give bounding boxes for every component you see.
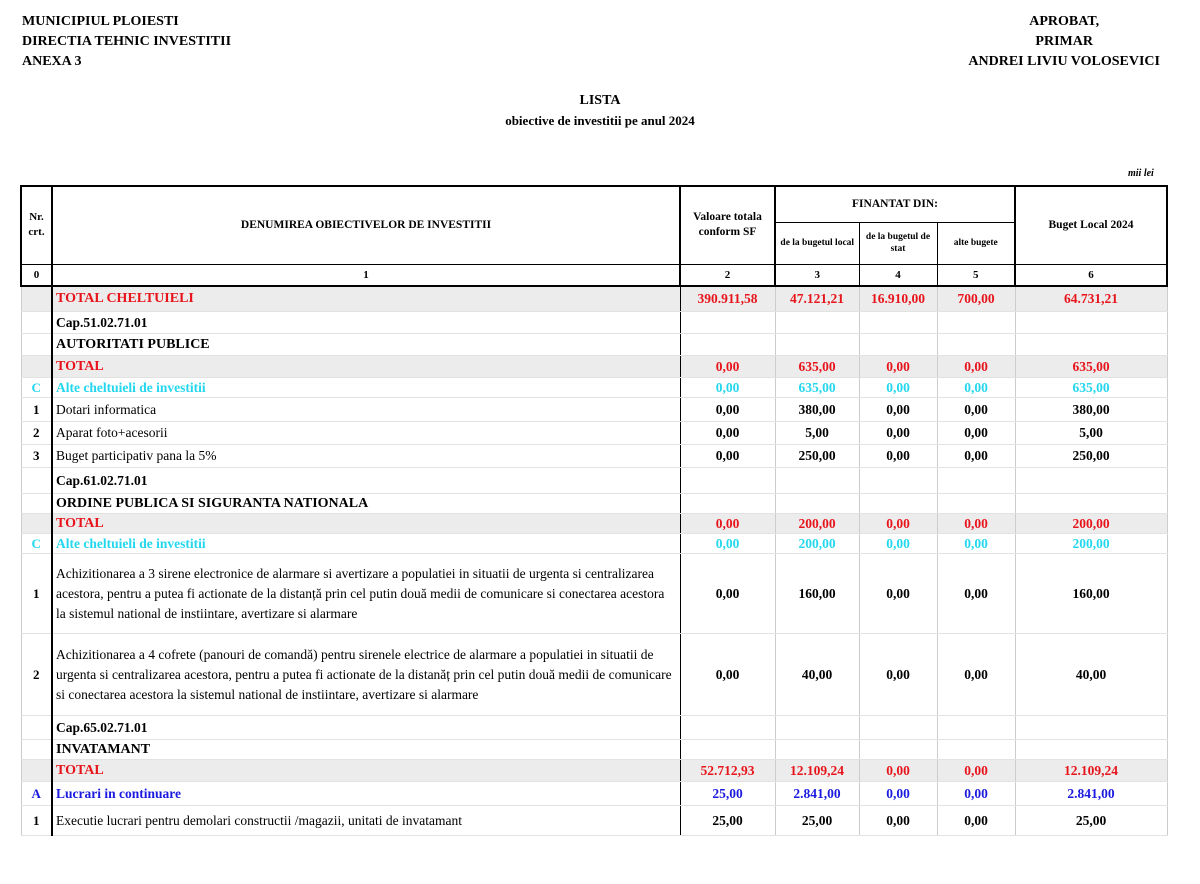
row-valoare: 390.911,58 bbox=[680, 286, 775, 312]
row-description: Achizitionarea a 3 sirene electronice de alarmare si avertizare a populatiei in situatii de urgenta si centralizarea acestora, pentru a putea fi actionate de la distanță prin cel putin două medii de comunicare si conectarea acestora la sistemul national de instiintare, avertizare si alarmare bbox=[52, 554, 680, 634]
index-cell: 0 bbox=[21, 264, 52, 286]
row-nr: A bbox=[21, 782, 52, 806]
row-description: TOTAL bbox=[52, 514, 680, 534]
row-buget-stat: 0,00 bbox=[859, 554, 937, 634]
row-buget-local: 47.121,21 bbox=[775, 286, 859, 312]
row-nr bbox=[21, 716, 52, 740]
row-buget-stat: 0,00 bbox=[859, 378, 937, 398]
row-buget-stat: 16.910,00 bbox=[859, 286, 937, 312]
row-alte-bugete: 0,00 bbox=[937, 445, 1015, 468]
row-alte-bugete: 0,00 bbox=[937, 634, 1015, 716]
row-buget-local-2024 bbox=[1015, 312, 1167, 334]
header-nr: Nr. crt. bbox=[21, 186, 52, 264]
header-alte-bugete: alte bugete bbox=[937, 222, 1015, 264]
row-valoare: 0,00 bbox=[680, 445, 775, 468]
row-description: TOTAL bbox=[52, 760, 680, 782]
row-description: Alte cheltuieli de investitii bbox=[52, 378, 680, 398]
row-alte-bugete: 0,00 bbox=[937, 782, 1015, 806]
table-row bbox=[21, 312, 1167, 334]
row-buget-local bbox=[775, 334, 859, 356]
header-bugetul-stat: de la bugetul de stat bbox=[859, 222, 937, 264]
row-buget-local: 250,00 bbox=[775, 445, 859, 468]
row-valoare bbox=[680, 334, 775, 356]
row-alte-bugete bbox=[937, 312, 1015, 334]
row-description: Alte cheltuieli de investitii bbox=[52, 534, 680, 554]
row-description: Cap.65.02.71.01 bbox=[52, 716, 680, 740]
row-buget-local: 40,00 bbox=[775, 634, 859, 716]
row-alte-bugete bbox=[937, 740, 1015, 760]
row-buget-local-2024: 160,00 bbox=[1015, 554, 1167, 634]
row-description: Buget participativ pana la 5% bbox=[52, 445, 680, 468]
row-buget-stat: 0,00 bbox=[859, 782, 937, 806]
row-buget-local-2024 bbox=[1015, 494, 1167, 514]
row-nr: 2 bbox=[21, 634, 52, 716]
row-buget-stat bbox=[859, 312, 937, 334]
row-buget-stat: 0,00 bbox=[859, 422, 937, 445]
index-cell: 2 bbox=[680, 264, 775, 286]
row-alte-bugete: 700,00 bbox=[937, 286, 1015, 312]
row-nr bbox=[21, 514, 52, 534]
row-valoare bbox=[680, 468, 775, 494]
row-description: Dotari informatica bbox=[52, 398, 680, 422]
row-valoare bbox=[680, 312, 775, 334]
row-valoare: 25,00 bbox=[680, 806, 775, 836]
table-row bbox=[21, 494, 1167, 514]
header-buget-local-2024: Buget Local 2024 bbox=[1015, 186, 1167, 264]
table-row bbox=[21, 398, 1167, 422]
row-description: Cap.61.02.71.01 bbox=[52, 468, 680, 494]
column-index-row bbox=[21, 264, 1167, 286]
row-buget-stat bbox=[859, 494, 937, 514]
header-valoare: Valoare totala conform SF bbox=[680, 186, 775, 264]
row-buget-local-2024: 5,00 bbox=[1015, 422, 1167, 445]
row-description: Aparat foto+acesorii bbox=[52, 422, 680, 445]
row-description: TOTAL CHELTUIELI bbox=[52, 286, 680, 312]
row-description: Lucrari in continuare bbox=[52, 782, 680, 806]
row-alte-bugete: 0,00 bbox=[937, 398, 1015, 422]
header-finantat: FINANTAT DIN: bbox=[775, 186, 1015, 222]
row-valoare: 0,00 bbox=[680, 514, 775, 534]
row-buget-local bbox=[775, 716, 859, 740]
row-buget-local: 200,00 bbox=[775, 514, 859, 534]
row-buget-local-2024: 200,00 bbox=[1015, 534, 1167, 554]
row-nr bbox=[21, 334, 52, 356]
table-row bbox=[21, 445, 1167, 468]
index-cell: 4 bbox=[859, 264, 937, 286]
row-buget-stat: 0,00 bbox=[859, 806, 937, 836]
row-buget-stat: 0,00 bbox=[859, 760, 937, 782]
approval-line: ANDREI LIVIU VOLOSEVICI bbox=[968, 54, 1160, 69]
row-alte-bugete: 0,00 bbox=[937, 760, 1015, 782]
row-alte-bugete: 0,00 bbox=[937, 554, 1015, 634]
row-buget-local bbox=[775, 312, 859, 334]
units-label: mii lei bbox=[1128, 168, 1154, 179]
row-nr: 3 bbox=[21, 445, 52, 468]
row-buget-local: 25,00 bbox=[775, 806, 859, 836]
row-nr bbox=[21, 494, 52, 514]
row-valoare: 0,00 bbox=[680, 356, 775, 378]
row-valoare: 52.712,93 bbox=[680, 760, 775, 782]
row-buget-local: 380,00 bbox=[775, 398, 859, 422]
row-nr bbox=[21, 356, 52, 378]
row-nr: C bbox=[21, 378, 52, 398]
row-nr: 1 bbox=[21, 398, 52, 422]
row-buget-local: 5,00 bbox=[775, 422, 859, 445]
table-row bbox=[21, 378, 1167, 398]
row-description: TOTAL bbox=[52, 356, 680, 378]
row-nr bbox=[21, 286, 52, 312]
row-buget-local-2024: 12.109,24 bbox=[1015, 760, 1167, 782]
table-row bbox=[21, 740, 1167, 760]
row-buget-stat bbox=[859, 334, 937, 356]
row-valoare: 0,00 bbox=[680, 534, 775, 554]
row-buget-local: 2.841,00 bbox=[775, 782, 859, 806]
approval-block bbox=[968, 12, 1160, 72]
row-alte-bugete: 0,00 bbox=[937, 534, 1015, 554]
row-buget-local-2024: 200,00 bbox=[1015, 514, 1167, 534]
row-description: Achizitionarea a 4 cofrete (panouri de comandă) pentru sirenele electrice de alarmare a populatiei in situatii de urgenta si centralizarea acestora, pentru a putea fi actionate de la distanăț prin cel putin două medii de comunicare si conectarea acestora la sistemul national de instiintare, avertizare si alarmare bbox=[52, 634, 680, 716]
row-buget-local-2024: 40,00 bbox=[1015, 634, 1167, 716]
table-row bbox=[21, 534, 1167, 554]
row-buget-local-2024: 635,00 bbox=[1015, 356, 1167, 378]
row-alte-bugete: 0,00 bbox=[937, 378, 1015, 398]
row-valoare: 0,00 bbox=[680, 398, 775, 422]
header-denumire: DENUMIREA OBIECTIVELOR DE INVESTITII bbox=[52, 186, 680, 264]
row-buget-local-2024: 64.731,21 bbox=[1015, 286, 1167, 312]
row-buget-stat: 0,00 bbox=[859, 514, 937, 534]
index-cell: 5 bbox=[937, 264, 1015, 286]
index-cell: 1 bbox=[52, 264, 680, 286]
row-alte-bugete: 0,00 bbox=[937, 422, 1015, 445]
index-cell: 3 bbox=[775, 264, 859, 286]
row-alte-bugete: 0,00 bbox=[937, 514, 1015, 534]
row-valoare: 25,00 bbox=[680, 782, 775, 806]
row-buget-local: 635,00 bbox=[775, 378, 859, 398]
row-buget-stat: 0,00 bbox=[859, 534, 937, 554]
row-alte-bugete: 0,00 bbox=[937, 806, 1015, 836]
row-alte-bugete: 0,00 bbox=[937, 356, 1015, 378]
table-row bbox=[21, 782, 1167, 806]
row-description: ORDINE PUBLICA SI SIGURANTA NATIONALA bbox=[52, 494, 680, 514]
row-buget-local-2024: 25,00 bbox=[1015, 806, 1167, 836]
row-buget-local-2024 bbox=[1015, 740, 1167, 760]
row-buget-local-2024 bbox=[1015, 716, 1167, 740]
issuer-block bbox=[22, 12, 231, 72]
issuer-line: DIRECTIA TEHNIC INVESTITII bbox=[22, 34, 232, 49]
row-valoare bbox=[680, 740, 775, 760]
row-description: AUTORITATI PUBLICE bbox=[52, 334, 680, 356]
row-buget-stat: 0,00 bbox=[859, 398, 937, 422]
investments-table bbox=[20, 185, 1168, 836]
row-buget-local: 635,00 bbox=[775, 356, 859, 378]
row-buget-local-2024: 2.841,00 bbox=[1015, 782, 1167, 806]
row-alte-bugete bbox=[937, 334, 1015, 356]
issuer-line: ANEXA 3 bbox=[22, 54, 82, 69]
row-buget-local-2024: 250,00 bbox=[1015, 445, 1167, 468]
row-valoare bbox=[680, 494, 775, 514]
row-nr bbox=[21, 312, 52, 334]
approval-line: PRIMAR bbox=[1035, 34, 1093, 49]
row-alte-bugete bbox=[937, 494, 1015, 514]
row-nr: 1 bbox=[21, 806, 52, 836]
row-buget-local: 12.109,24 bbox=[775, 760, 859, 782]
row-description: INVATAMANT bbox=[52, 740, 680, 760]
table-row bbox=[21, 554, 1167, 634]
row-buget-local: 200,00 bbox=[775, 534, 859, 554]
table-row bbox=[21, 760, 1167, 782]
header-bugetul-local: de la bugetul local bbox=[775, 222, 859, 264]
row-valoare bbox=[680, 716, 775, 740]
table-row bbox=[21, 806, 1167, 836]
table-row bbox=[21, 356, 1167, 378]
row-description: Cap.51.02.71.01 bbox=[52, 312, 680, 334]
row-nr bbox=[21, 740, 52, 760]
row-buget-stat: 0,00 bbox=[859, 634, 937, 716]
table-row bbox=[21, 286, 1167, 312]
table-row bbox=[21, 716, 1167, 740]
index-cell: 6 bbox=[1015, 264, 1167, 286]
row-buget-stat: 0,00 bbox=[859, 445, 937, 468]
row-buget-local: 160,00 bbox=[775, 554, 859, 634]
row-buget-local bbox=[775, 468, 859, 494]
issuer-line: MUNICIPIUL PLOIESTI bbox=[22, 14, 179, 29]
row-buget-local-2024 bbox=[1015, 468, 1167, 494]
document-subtitle: obiective de investitii pe anul 2024 bbox=[505, 113, 695, 128]
table-row bbox=[21, 422, 1167, 445]
row-nr: 1 bbox=[21, 554, 52, 634]
row-nr bbox=[21, 468, 52, 494]
row-buget-local bbox=[775, 494, 859, 514]
row-buget-local bbox=[775, 740, 859, 760]
row-buget-stat bbox=[859, 716, 937, 740]
table-row bbox=[21, 514, 1167, 534]
row-buget-local-2024: 635,00 bbox=[1015, 378, 1167, 398]
row-nr bbox=[21, 760, 52, 782]
row-description: Executie lucrari pentru demolari constructii /magazii, unitati de invatamant bbox=[52, 806, 680, 836]
document-title: LISTA bbox=[579, 93, 621, 108]
table-row bbox=[21, 634, 1167, 716]
row-buget-stat bbox=[859, 740, 937, 760]
row-alte-bugete bbox=[937, 716, 1015, 740]
row-nr: 2 bbox=[21, 422, 52, 445]
row-valoare: 0,00 bbox=[680, 634, 775, 716]
document-title-block bbox=[0, 91, 1200, 131]
row-valoare: 0,00 bbox=[680, 554, 775, 634]
row-buget-local-2024 bbox=[1015, 334, 1167, 356]
table-row bbox=[21, 334, 1167, 356]
row-alte-bugete bbox=[937, 468, 1015, 494]
row-valoare: 0,00 bbox=[680, 378, 775, 398]
approval-line: APROBAT, bbox=[1029, 14, 1100, 29]
table-row bbox=[21, 468, 1167, 494]
row-buget-stat bbox=[859, 468, 937, 494]
row-valoare: 0,00 bbox=[680, 422, 775, 445]
row-buget-local-2024: 380,00 bbox=[1015, 398, 1167, 422]
row-nr: C bbox=[21, 534, 52, 554]
row-buget-stat: 0,00 bbox=[859, 356, 937, 378]
